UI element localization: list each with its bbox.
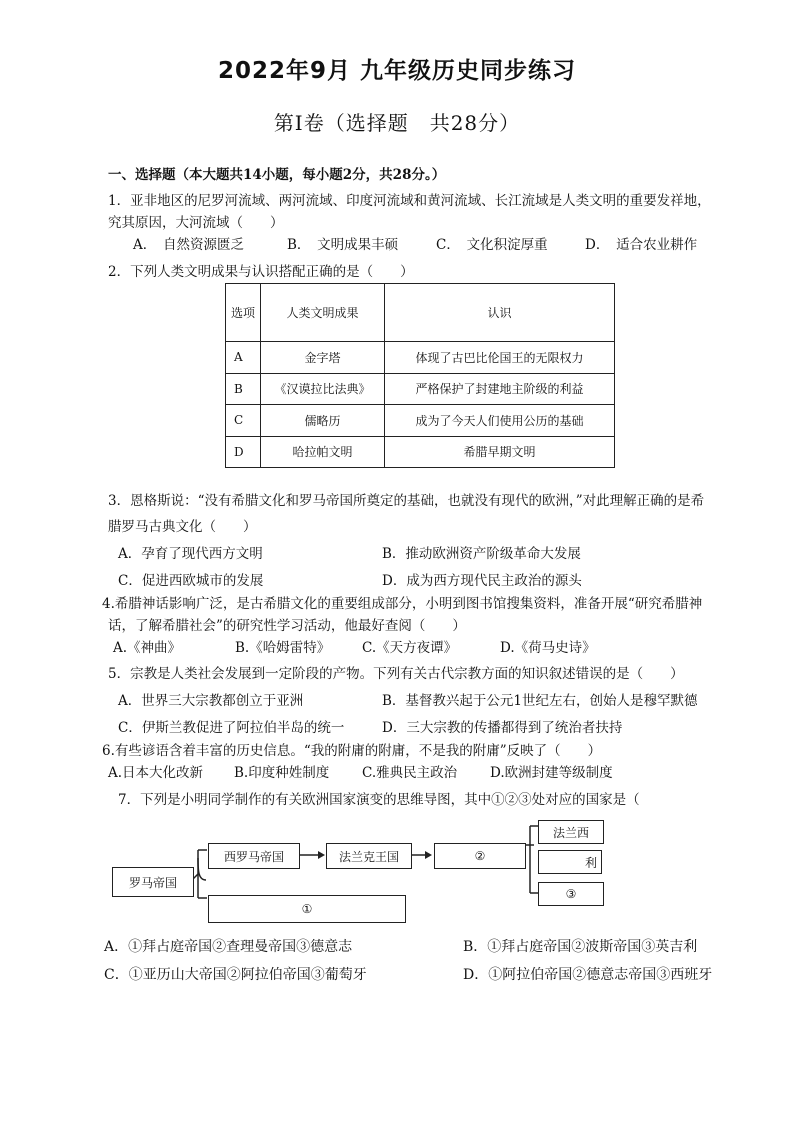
q4-stem-line1: 4.希腊神话影响广泛，是古希腊文化的重要组成部分，小明到图书馆搜集资料，准备开展“研究希腊神 bbox=[102, 596, 703, 612]
q4-option-b: B.《哈姆雷特》 bbox=[235, 640, 331, 656]
diagram-node-italy: 利 bbox=[538, 850, 602, 874]
diagram-node-three: ③ bbox=[538, 882, 604, 906]
q5-stem: 5．宗教是人类社会发展到一定阶段的产物。下列有关古代宗教方面的知识叙述错误的是（ ） bbox=[108, 666, 684, 682]
row-d-achievement: 哈拉帕文明 bbox=[261, 436, 385, 468]
row-d-option: D bbox=[226, 436, 261, 468]
diagram-node-western-roman: 西罗马帝国 bbox=[208, 843, 300, 869]
diagram-node-one: ① bbox=[208, 895, 406, 923]
exam-subtitle: 第Ⅰ卷（选择题 共28分） bbox=[273, 111, 521, 135]
q6-option-d: D.欧洲封建等级制度 bbox=[490, 765, 613, 781]
q7-option-b: B．①拜占庭帝国②波斯帝国③英吉利 bbox=[463, 939, 698, 955]
diagram-node-roman-empire: 罗马帝国 bbox=[112, 867, 194, 897]
q4-option-c: C.《天方夜谭》 bbox=[362, 640, 458, 656]
diagram-node-frankish: 法兰克王国 bbox=[326, 843, 412, 869]
header-option: 选项 bbox=[226, 284, 261, 342]
row-b-understanding: 严格保护了封建地主阶级的利益 bbox=[385, 373, 615, 405]
q1-option-c: C． 文化积淀厚重 bbox=[436, 237, 548, 253]
header-achievement: 人类文明成果 bbox=[261, 284, 385, 342]
q6-option-c: C.雅典民主政治 bbox=[362, 765, 458, 781]
row-c-achievement: 儒略历 bbox=[261, 405, 385, 437]
q6-stem: 6.有些谚语含着丰富的历史信息。“我的附庸的附庸，不是我的附庸”反映了（ ） bbox=[102, 743, 602, 759]
q7-stem: 7．下列是小明同学制作的有关欧洲国家演变的思维导图，其中①②③处对应的国家是（ bbox=[118, 792, 640, 808]
q4-option-d: D.《荷马史诗》 bbox=[500, 640, 596, 656]
row-a-achievement: 金字塔 bbox=[261, 342, 385, 374]
q5-option-a: A．世界三大宗教都创立于亚洲 bbox=[118, 693, 304, 709]
q3-option-c: C．促进西欧城市的发展 bbox=[118, 573, 264, 589]
q1-option-a: A． 自然资源匮乏 bbox=[133, 237, 244, 253]
row-b-achievement: 《汉谟拉比法典》 bbox=[261, 373, 385, 405]
q1-stem-line2: 究其原因，大河流域（ ） bbox=[108, 215, 284, 231]
exam-title: 2022年9月 九年级历史同步练习 bbox=[217, 58, 577, 84]
q3-option-d: D．成为西方现代民主政治的源头 bbox=[382, 573, 582, 589]
q3-stem-line2: 腊罗马古典文化（ ） bbox=[108, 519, 257, 535]
row-a-option: A bbox=[226, 342, 261, 374]
header-understanding: 认识 bbox=[385, 284, 615, 342]
diagram-node-two: ② bbox=[434, 843, 526, 869]
q3-option-a: A．孕育了现代西方文明 bbox=[118, 546, 263, 562]
row-c-option: C bbox=[226, 405, 261, 437]
q7-option-a: A．①拜占庭帝国②查理曼帝国③德意志 bbox=[104, 939, 353, 955]
row-b-option: B bbox=[226, 373, 261, 405]
section-heading: 一、选择题（本大题共14小题，每小题2分，共28分。） bbox=[108, 167, 446, 183]
q4-stem-line2: 话，了解希腊社会”的研究性学习活动，他最好查阅（ ） bbox=[108, 618, 466, 634]
q4-option-a: A.《神曲》 bbox=[113, 640, 182, 656]
q2-stem: 2．下列人类文明成果与认识搭配正确的是（ ） bbox=[108, 264, 414, 280]
diagram-node-france: 法兰西 bbox=[538, 820, 604, 844]
q5-option-d: D．三大宗教的传播都得到了统治者扶持 bbox=[382, 720, 623, 736]
row-a-understanding: 体现了古巴比伦国王的无限权力 bbox=[385, 342, 615, 374]
q1-stem-line1: 1．亚非地区的尼罗河流域、两河流域、印度河流域和黄河流域、长江流域是人类文明的重要发祥地， bbox=[108, 193, 711, 209]
q3-option-b: B．推动欧洲资产阶级革命大发展 bbox=[382, 546, 581, 562]
q6-option-b: B.印度种姓制度 bbox=[234, 765, 330, 781]
q6-option-a: A.日本大化改新 bbox=[108, 765, 204, 781]
row-c-understanding: 成为了今天人们使用公历的基础 bbox=[385, 405, 615, 437]
q7-option-d: D．①阿拉伯帝国②德意志帝国③西班牙 bbox=[463, 967, 713, 983]
q1-option-d: D． 适合农业耕作 bbox=[585, 237, 698, 253]
q3-stem-line1: 3．恩格斯说：“没有希腊文化和罗马帝国所奠定的基础，也就没有现代的欧洲，”对此理解正确的是希 bbox=[108, 493, 705, 509]
q5-option-c: C．伊斯兰教促进了阿拉伯半岛的统一 bbox=[118, 720, 345, 736]
q1-option-b: B． 文明成果丰硕 bbox=[287, 237, 399, 253]
row-d-understanding: 希腊早期文明 bbox=[385, 436, 615, 468]
q7-option-c: C．①亚历山大帝国②阿拉伯帝国③葡萄牙 bbox=[104, 967, 367, 983]
q5-option-b: B．基督教兴起于公元1世纪左右，创始人是穆罕默德 bbox=[382, 693, 698, 709]
